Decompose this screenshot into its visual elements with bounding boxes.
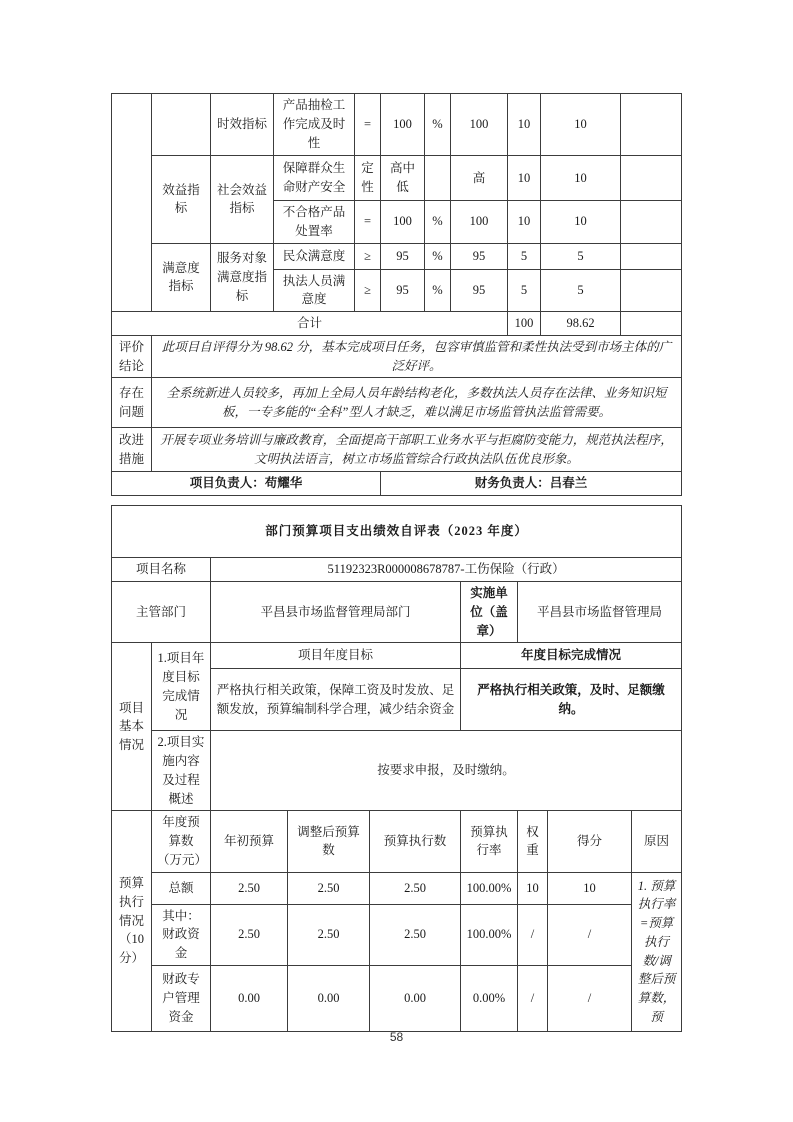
header-annual-budget: 年度预算数（万元） bbox=[152, 811, 211, 872]
budget-row-label: 其中：财政资金 bbox=[152, 904, 211, 965]
initial-budget: 2.50 bbox=[211, 872, 288, 904]
row-budget-special-account bbox=[112, 965, 682, 1031]
goal-done-header: 年度目标完成情况 bbox=[461, 643, 682, 669]
adjusted-budget: 2.50 bbox=[288, 904, 370, 965]
empty-cell bbox=[621, 269, 682, 312]
row-goal-headers bbox=[112, 643, 682, 669]
total-label: 合计 bbox=[112, 312, 508, 336]
indicator-subtype: 社会效益指标 bbox=[211, 156, 274, 244]
basic-info-label: 项目基本情况 bbox=[112, 643, 152, 811]
adjusted-budget: 0.00 bbox=[288, 965, 370, 1031]
goal-text: 严格执行相关政策，保障工资及时发放、足额发放，预算编制科学合理，减少结余资金 bbox=[211, 669, 461, 731]
executed-budget: 2.50 bbox=[370, 872, 461, 904]
row-conclusion bbox=[112, 335, 682, 378]
indicator-subtype: 服务对象满意度指标 bbox=[211, 243, 274, 312]
indicator-name: 执法人员满意度 bbox=[274, 269, 355, 312]
empty-cell bbox=[152, 94, 211, 156]
score: / bbox=[548, 965, 632, 1031]
execution-rate: 0.00% bbox=[461, 965, 518, 1031]
budget-self-evaluation-table bbox=[111, 505, 682, 1032]
budget-row-label: 财政专户管理资金 bbox=[152, 965, 211, 1031]
empty-cell bbox=[621, 243, 682, 269]
empty-cell bbox=[621, 201, 682, 244]
target-value: 95 bbox=[381, 269, 425, 312]
dept-value: 平昌县市场监督管理局部门 bbox=[211, 582, 461, 643]
row-total bbox=[112, 312, 682, 336]
total-score: 98.62 bbox=[541, 312, 621, 336]
row-department bbox=[112, 582, 682, 643]
header-weight: 权重 bbox=[518, 811, 548, 872]
weight: 5 bbox=[508, 243, 541, 269]
empty-cell bbox=[621, 156, 682, 201]
row-public-satisfaction bbox=[112, 243, 682, 269]
executed-budget: 2.50 bbox=[370, 904, 461, 965]
unit: % bbox=[425, 243, 451, 269]
row-safety bbox=[112, 156, 682, 201]
row-budget-fiscal bbox=[112, 904, 682, 965]
row-project-name bbox=[112, 558, 682, 582]
actual-value: 95 bbox=[451, 269, 508, 312]
comparison-op: ≥ bbox=[355, 243, 381, 269]
goal-done-text: 严格执行相关政策，及时、足额缴纳。 bbox=[461, 669, 682, 731]
unit bbox=[425, 156, 451, 201]
table-title: 部门预算项目支出绩效自评表（2023 年度） bbox=[112, 506, 682, 558]
target-value: 95 bbox=[381, 243, 425, 269]
indicator-subtype: 时效指标 bbox=[211, 94, 274, 156]
row-title bbox=[112, 506, 682, 558]
score: 10 bbox=[548, 872, 632, 904]
finance-manager: 财务负责人：吕春兰 bbox=[381, 472, 682, 496]
impl-unit-value: 平昌县市场监督管理局 bbox=[518, 582, 682, 643]
header-score: 得分 bbox=[548, 811, 632, 872]
goal-header: 项目年度目标 bbox=[211, 643, 461, 669]
row-budget-total bbox=[112, 872, 682, 904]
impl-unit-label: 实施单位（盖章） bbox=[461, 582, 518, 643]
comparison-op: 定性 bbox=[355, 156, 381, 201]
unit: % bbox=[425, 94, 451, 156]
row-timeliness bbox=[112, 94, 682, 156]
problems-text: 全系统新进人员较多，再加上全局人员年龄结构老化，多数执法人员存在法律、业务知识短板，一专多能的“全科”型人才缺乏，难以满足市场监管执法监管需要。 bbox=[152, 378, 682, 428]
weight: 5 bbox=[508, 269, 541, 312]
project-manager: 项目负责人：苟耀华 bbox=[112, 472, 381, 496]
indicator-group: 效益指标 bbox=[152, 156, 211, 244]
executed-budget: 0.00 bbox=[370, 965, 461, 1031]
actual-value: 高 bbox=[451, 156, 508, 201]
conclusion-text: 此项目自评得分为 98.62 分，基本完成项目任务，包容审慎监管和柔性执法受到市场主体的广泛好评。 bbox=[152, 335, 682, 378]
total-weight: 100 bbox=[508, 312, 541, 336]
budget-section-label: 预算执行情况（10 分） bbox=[112, 811, 152, 1032]
problems-label: 存在问题 bbox=[112, 378, 152, 428]
indicator-name: 产品抽检工作完成及时性 bbox=[274, 94, 355, 156]
weight: 10 bbox=[518, 872, 548, 904]
row-managers bbox=[112, 472, 682, 496]
row-problems bbox=[112, 378, 682, 428]
header-execution-rate: 预算执行率 bbox=[461, 811, 518, 872]
weight: / bbox=[518, 965, 548, 1031]
weight: 10 bbox=[508, 156, 541, 201]
score: 5 bbox=[541, 269, 621, 312]
target-value: 100 bbox=[381, 201, 425, 244]
header-executed-budget: 预算执行数 bbox=[370, 811, 461, 872]
impl-row-label: 2.项目实施内容及过程概述 bbox=[152, 731, 211, 811]
actual-value: 100 bbox=[451, 201, 508, 244]
score: 5 bbox=[541, 243, 621, 269]
goal-row-label: 1.项目年度目标完成情况 bbox=[152, 643, 211, 731]
project-name-label: 项目名称 bbox=[112, 558, 211, 582]
weight: 10 bbox=[508, 94, 541, 156]
indicator-name: 民众满意度 bbox=[274, 243, 355, 269]
header-reason: 原因 bbox=[632, 811, 682, 872]
empty-cell bbox=[621, 94, 682, 156]
unit: % bbox=[425, 201, 451, 244]
conclusion-label: 评价结论 bbox=[112, 335, 152, 378]
row-budget-headers bbox=[112, 811, 682, 872]
impl-text: 按要求申报，及时缴纳。 bbox=[211, 731, 682, 811]
execution-rate: 100.00% bbox=[461, 872, 518, 904]
empty-cell bbox=[112, 94, 152, 312]
execution-rate: 100.00% bbox=[461, 904, 518, 965]
dept-label: 主管部门 bbox=[112, 582, 211, 643]
row-measures bbox=[112, 428, 682, 472]
comparison-op: = bbox=[355, 201, 381, 244]
empty-cell bbox=[621, 312, 682, 336]
weight: 10 bbox=[508, 201, 541, 244]
actual-value: 95 bbox=[451, 243, 508, 269]
initial-budget: 2.50 bbox=[211, 904, 288, 965]
measures-label: 改进措施 bbox=[112, 428, 152, 472]
row-implementation bbox=[112, 731, 682, 811]
indicator-name: 不合格产品处置率 bbox=[274, 201, 355, 244]
score: / bbox=[548, 904, 632, 965]
target-value: 100 bbox=[381, 94, 425, 156]
header-adjusted-budget: 调整后预算数 bbox=[288, 811, 370, 872]
reason-text: 1. 预算执行率=预算执行数/调整后预算数，预 bbox=[632, 872, 682, 1031]
performance-indicator-table bbox=[111, 93, 682, 496]
budget-row-label: 总额 bbox=[152, 872, 211, 904]
measures-text: 开展专项业务培训与廉政教育，全面提高干部职工业务水平与拒腐防变能力，规范执法程序，文明执法语言，树立市场监管综合行政执法队伍优良形象。 bbox=[152, 428, 682, 472]
score: 10 bbox=[541, 94, 621, 156]
header-initial-budget: 年初预算 bbox=[211, 811, 288, 872]
page-number: 58 bbox=[389, 1030, 404, 1044]
indicator-name: 保障群众生命财产安全 bbox=[274, 156, 355, 201]
unit: % bbox=[425, 269, 451, 312]
weight: / bbox=[518, 904, 548, 965]
target-value: 高中低 bbox=[381, 156, 425, 201]
indicator-group: 满意度指标 bbox=[152, 243, 211, 312]
adjusted-budget: 2.50 bbox=[288, 872, 370, 904]
initial-budget: 0.00 bbox=[211, 965, 288, 1031]
project-name-value: 51192323R000008678787-工伤保险（行政） bbox=[211, 558, 682, 582]
actual-value: 100 bbox=[451, 94, 508, 156]
comparison-op: ≥ bbox=[355, 269, 381, 312]
score: 10 bbox=[541, 201, 621, 244]
score: 10 bbox=[541, 156, 621, 201]
comparison-op: = bbox=[355, 94, 381, 156]
